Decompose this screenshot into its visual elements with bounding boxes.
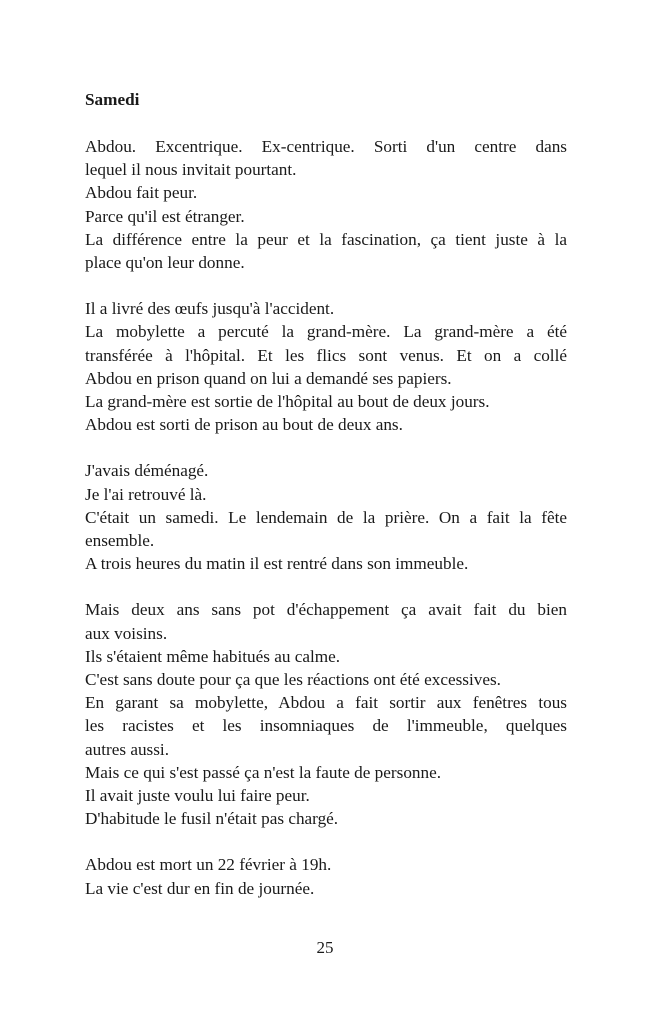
text-line: les racistes et les insomniaques de l'immeuble, quelques — [85, 716, 567, 736]
text-line: Parce qu'il est étranger. — [85, 206, 245, 226]
text-line: autres aussi. — [85, 739, 170, 759]
text-line: Ils s'étaient même habitués au calme. — [85, 646, 341, 666]
text-line: Abdou est mort un 22 février à 19h. — [85, 855, 332, 875]
text-line: lequel il nous invitait pourtant. — [85, 160, 297, 180]
text-line: J'avais déménagé. — [85, 461, 209, 481]
text-line: Abdou est sorti de prison au bout de deux ans. — [85, 415, 403, 435]
text-line: Mais deux ans sans pot d'échappement ça avait fait du bien — [85, 600, 567, 620]
paragraph-2 — [85, 297, 567, 436]
text-line: aux voisins. — [85, 623, 168, 643]
text-line: transférée à l'hôpital. Et les flics sont venus. Et on a collé — [85, 345, 567, 365]
text-line: Mais ce qui s'est passé ça n'est la faute de personne. — [85, 762, 442, 782]
text-line: C'était un samedi. Le lendemain de la prière. On a fait la fête — [85, 507, 567, 527]
text-line: Il avait juste voulu lui faire peur. — [85, 786, 310, 806]
text-line: D'habitude le fusil n'était pas chargé. — [85, 809, 339, 829]
chapter-title: Samedi — [85, 90, 140, 109]
text-line: Abdou en prison quand on lui a demandé ses papiers. — [85, 368, 452, 388]
paragraph-3 — [85, 459, 567, 575]
text-line: La mobylette a percuté la grand-mère. La grand-mère a été — [85, 322, 567, 342]
text-line: ensemble. — [85, 531, 155, 551]
text-line: Je l'ai retrouvé là. — [85, 484, 207, 504]
text-line: En garant sa mobylette, Abdou a fait sortir aux fenêtres tous — [85, 693, 567, 713]
paragraph-4 — [85, 598, 567, 830]
text-line: La vie c'est dur en fin de journée. — [85, 878, 315, 898]
text-line: Abdou. Excentrique. Ex-centrique. Sorti d'un centre dans — [85, 137, 567, 156]
text-line: A trois heures du matin il est rentré dans son immeuble. — [85, 554, 469, 574]
paragraph-5 — [85, 853, 567, 899]
page-body — [85, 88, 567, 923]
text-line: La grand-mère est sortie de l'hôpital au bout de deux jours. — [85, 392, 490, 412]
text-line: place qu'on leur donne. — [85, 253, 245, 273]
text-line: C'est sans doute pour ça que les réactions ont été excessives. — [85, 670, 501, 690]
text-line: Abdou fait peur. — [85, 183, 198, 203]
paragraph-1 — [85, 135, 567, 274]
text-line: Il a livré des œufs jusqu'à l'accident. — [85, 299, 335, 319]
text-line: La différence entre la peur et la fascination, ça tient juste à la — [85, 229, 567, 249]
page-number: 25 — [316, 938, 334, 957]
